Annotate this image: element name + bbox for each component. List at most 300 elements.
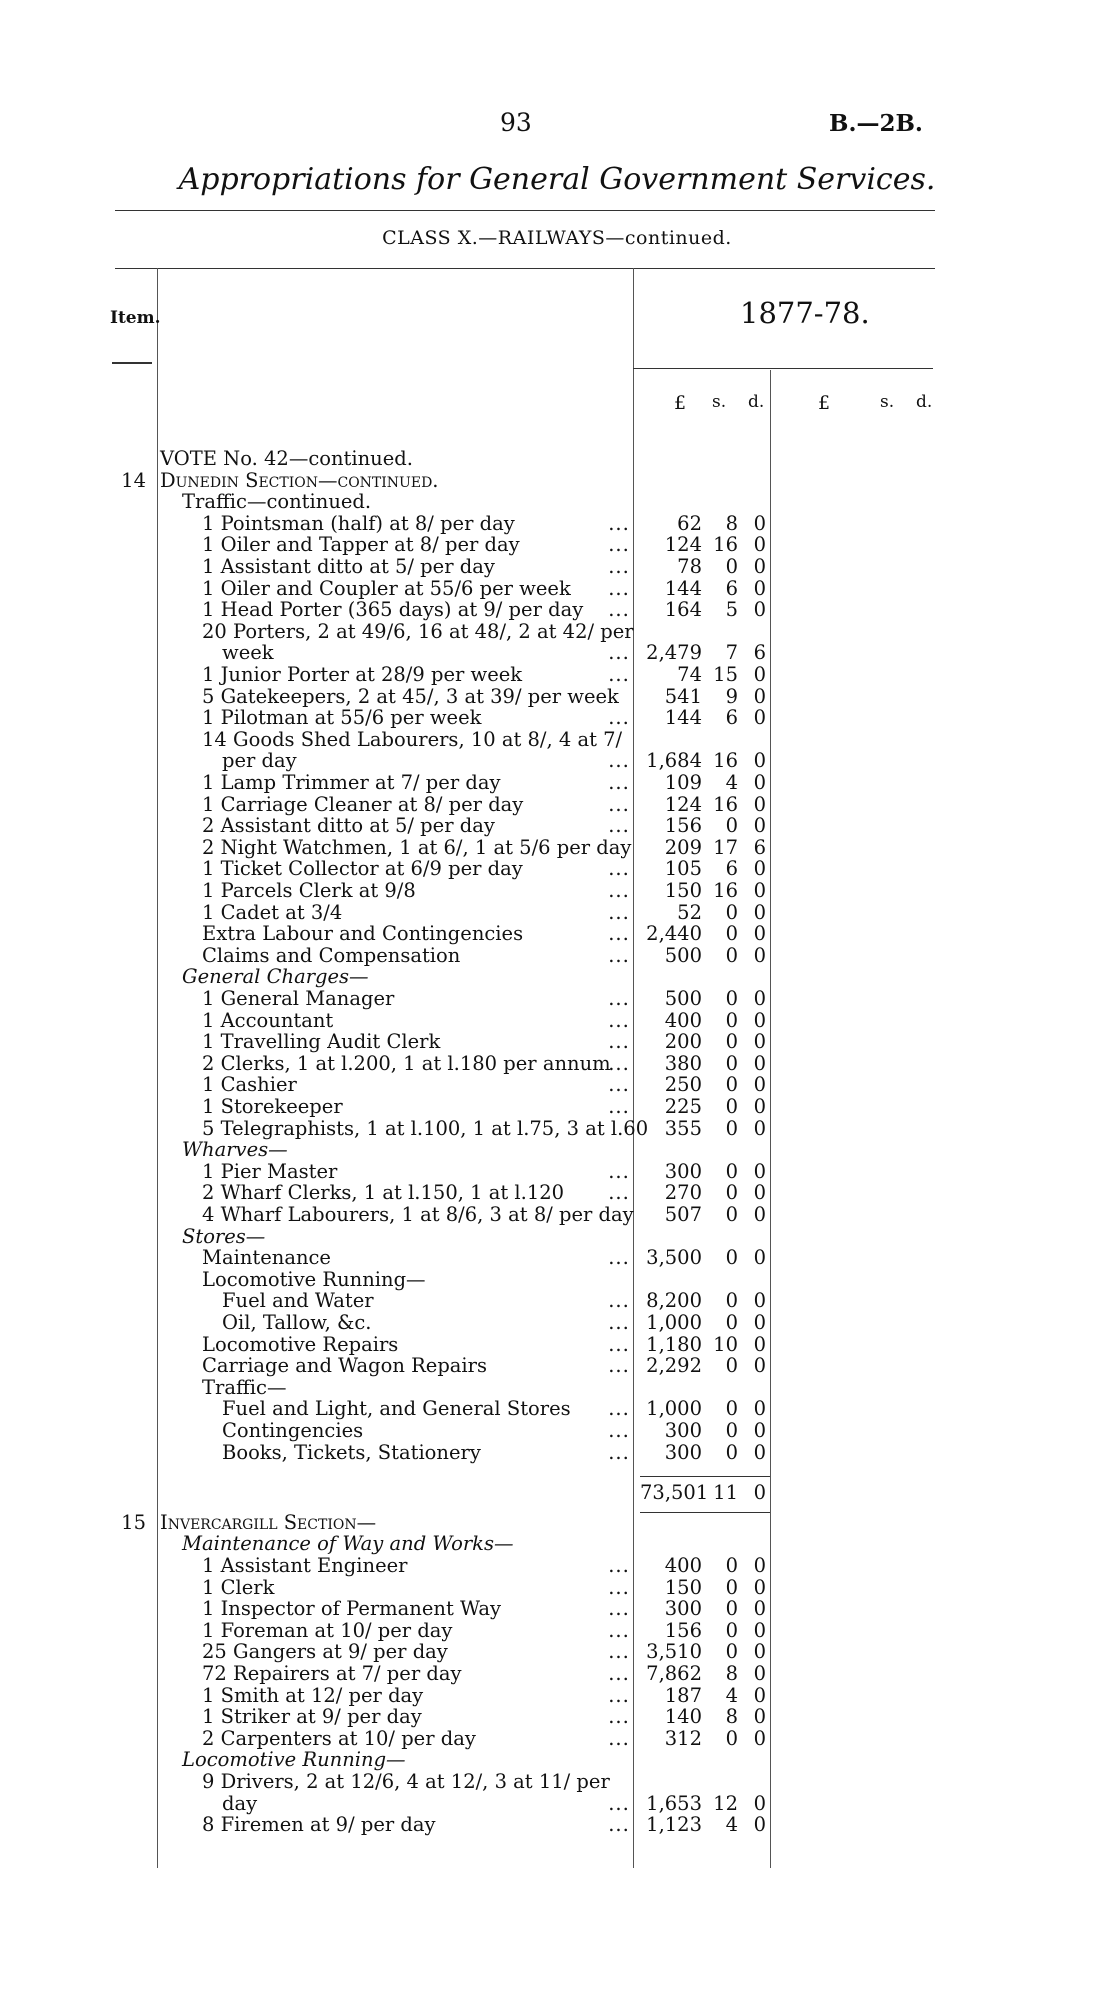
leader-dots: ... <box>608 1813 630 1837</box>
table-row <box>0 1010 1114 1032</box>
table-row <box>0 1420 1114 1442</box>
leader-dots: ... <box>608 922 630 946</box>
table-row <box>0 858 1114 880</box>
table-row <box>0 1334 1114 1356</box>
amount-pence: 0 <box>753 879 766 902</box>
pence-header: d. <box>748 392 765 412</box>
amount-pence: 0 <box>753 533 766 557</box>
row-description: 5 Gatekeepers, 2 at 45/, 3 at 39/ per week <box>202 684 619 708</box>
row-description: 1 Assistant ditto at 5/ per day <box>202 555 495 578</box>
amount-pounds: 400 <box>664 1008 702 1032</box>
row-description: 1 Pier Master <box>202 1159 338 1183</box>
amount-pounds: 380 <box>664 1051 702 1075</box>
row-description: 1 Parcels Clerk at 9/8 <box>202 879 416 902</box>
amount-pounds: 52 <box>677 900 702 924</box>
leader-dots: ... <box>608 706 630 730</box>
amount-pounds: 124 <box>664 533 702 557</box>
table-row <box>0 945 1114 967</box>
amount-pence: 0 <box>753 1618 766 1642</box>
amount-pence: 0 <box>753 1203 766 1226</box>
row-description: week <box>222 641 274 665</box>
amount-shillings: 0 <box>725 900 738 924</box>
table-row <box>0 1793 1114 1815</box>
amount-pounds: 300 <box>664 1159 702 1183</box>
leader-dots: ... <box>608 1030 630 1054</box>
table-row <box>0 1118 1114 1140</box>
table-row <box>0 707 1114 729</box>
row-description: 25 Gangers at 9/ per day <box>202 1640 448 1664</box>
amount-pounds: 124 <box>664 792 702 816</box>
table-row <box>0 1312 1114 1334</box>
leader-dots: ... <box>608 1662 630 1685</box>
table-row <box>0 880 1114 902</box>
leader-dots: ... <box>608 511 630 535</box>
leader-dots: ... <box>608 943 630 967</box>
amount-pounds: 1,684 <box>646 749 702 773</box>
amount-pounds: 400 <box>664 1554 702 1577</box>
year-header: 1877-78. <box>740 296 870 330</box>
amount-pounds: 312 <box>664 1726 702 1750</box>
leader-dots: ... <box>608 576 630 600</box>
amount-pounds: 270 <box>664 1181 702 1205</box>
row-description: 2 Night Watchmen, 1 at 6/, 1 at 5/6 per day <box>202 835 632 859</box>
amount-shillings: 6 <box>725 576 738 600</box>
row-description: Fuel and Light, and General Stores <box>222 1397 571 1421</box>
leader-dots: ... <box>608 749 630 773</box>
amount-pence: 0 <box>753 1311 766 1334</box>
leader-dots: ... <box>608 987 630 1010</box>
amount-shillings: 0 <box>725 1726 738 1750</box>
row-description: 1 Pointsman (half) at 8/ per day <box>202 511 515 535</box>
row-description: 1 Striker at 9/ per day <box>202 1705 422 1729</box>
amount-shillings: 16 <box>713 792 738 816</box>
leader-dots: ... <box>608 792 630 816</box>
amount-pounds: 156 <box>664 814 702 838</box>
row-description: 2 Assistant ditto at 5/ per day <box>202 814 495 838</box>
amount-shillings: 11 <box>713 1481 738 1505</box>
amount-shillings: 4 <box>725 771 738 794</box>
amount-pounds: 7,862 <box>646 1662 702 1685</box>
amount-pounds: 3,510 <box>646 1640 702 1664</box>
table-row <box>0 448 1114 470</box>
amount-pounds: 300 <box>664 1597 702 1621</box>
row-description: Extra Labour and Contingencies <box>202 922 524 946</box>
row-description: 1 Cadet at 3/4 <box>202 900 343 924</box>
table-row <box>0 1031 1114 1053</box>
amount-shillings: 0 <box>725 1181 738 1205</box>
amount-pounds: 2,440 <box>646 922 702 946</box>
table-row <box>0 1247 1114 1269</box>
page-number: 93 <box>500 108 532 137</box>
row-description: 2 Carpenters at 10/ per day <box>202 1726 476 1750</box>
row-description: 1 Storekeeper <box>202 1095 343 1118</box>
row-description: Fuel and Water <box>222 1289 374 1313</box>
amount-shillings: 0 <box>725 1554 738 1577</box>
amount-pounds: 500 <box>664 943 702 967</box>
amount-shillings: 0 <box>725 555 738 578</box>
amount-shillings: 9 <box>725 684 738 708</box>
amount-pounds: 355 <box>664 1116 702 1140</box>
total-rule <box>640 1476 770 1477</box>
table-row <box>0 1053 1114 1075</box>
amount-shillings: 12 <box>713 1791 738 1815</box>
amount-pence: 0 <box>753 1662 766 1685</box>
table-row <box>0 1074 1114 1096</box>
row-description: 1 Pilotman at 55/6 per week <box>202 706 482 730</box>
leader-dots: ... <box>608 1397 630 1421</box>
amount-pence: 0 <box>753 1640 766 1664</box>
table-row <box>0 470 1114 492</box>
row-description: 1 Travelling Audit Clerk <box>202 1030 441 1054</box>
table-row <box>0 1749 1114 1771</box>
leader-dots: ... <box>608 900 630 924</box>
class-title: CLASS X.—RAILWAYS—continued. <box>382 227 732 249</box>
row-description: VOTE No. 42—continued. <box>160 447 413 470</box>
row-description: Locomotive Running— <box>182 1748 406 1772</box>
leader-dots: ... <box>608 1289 630 1313</box>
row-description: 1 Ticket Collector at 6/9 per day <box>202 857 523 881</box>
table-row <box>0 837 1114 859</box>
pence-header-2: d. <box>916 392 933 412</box>
amount-pence: 0 <box>753 555 766 578</box>
amount-pence: 0 <box>753 1030 766 1054</box>
amount-shillings: 0 <box>725 1397 738 1421</box>
table-row <box>0 902 1114 924</box>
amount-pounds: 164 <box>664 598 702 622</box>
item-header-rule <box>112 362 152 364</box>
leader-dots: ... <box>608 1419 630 1442</box>
leader-dots: ... <box>608 1683 630 1707</box>
amount-shillings: 6 <box>725 857 738 881</box>
leader-dots: ... <box>608 1791 630 1815</box>
row-description: Maintenance <box>202 1246 331 1270</box>
pound-header: £ <box>674 392 687 414</box>
amount-pence: 0 <box>753 1008 766 1032</box>
row-description: 1 Cashier <box>202 1073 297 1097</box>
amount-shillings: 0 <box>725 814 738 838</box>
row-description: 1 Oiler and Coupler at 55/6 per week <box>202 576 571 600</box>
leader-dots: ... <box>608 1159 630 1183</box>
amount-pence: 0 <box>753 1726 766 1750</box>
leader-dots: ... <box>608 598 630 622</box>
row-description: 2 Clerks, 1 at l.200, 1 at l.180 per annum <box>202 1051 611 1075</box>
amount-pounds: 140 <box>664 1705 702 1729</box>
row-description: 20 Porters, 2 at 49/6, 16 at 48/, 2 at 42/ per <box>202 619 634 643</box>
amount-shillings: 0 <box>725 1116 738 1140</box>
amount-pence: 0 <box>753 1181 766 1205</box>
amount-pence: 0 <box>753 857 766 881</box>
leader-dots: ... <box>608 1597 630 1621</box>
table-row <box>0 1685 1114 1707</box>
year-rule <box>633 368 933 369</box>
table-row <box>0 794 1114 816</box>
leader-dots: ... <box>608 879 630 902</box>
table-row <box>0 1663 1114 1685</box>
table-row <box>0 923 1114 945</box>
amount-pence: 0 <box>753 1332 766 1356</box>
row-description: 1 Accountant <box>202 1008 334 1032</box>
leader-dots: ... <box>608 1073 630 1097</box>
amount-shillings: 0 <box>725 943 738 967</box>
amount-pence: 0 <box>753 749 766 773</box>
amount-shillings: 0 <box>725 922 738 946</box>
table-row <box>0 686 1114 708</box>
amount-pence: 0 <box>753 1073 766 1097</box>
amount-shillings: 16 <box>713 533 738 557</box>
amount-pence: 0 <box>753 1554 766 1577</box>
amount-shillings: 8 <box>725 1662 738 1685</box>
table-row <box>0 1139 1114 1161</box>
amount-pounds: 105 <box>664 857 702 881</box>
amount-pounds: 109 <box>664 771 702 794</box>
amount-pence: 0 <box>753 771 766 794</box>
pound-header-2: £ <box>818 392 831 414</box>
table-row <box>0 1096 1114 1118</box>
row-description: 72 Repairers at 7/ per day <box>202 1662 462 1685</box>
leader-dots: ... <box>608 663 630 686</box>
amount-pence: 0 <box>753 684 766 708</box>
amount-pounds: 2,292 <box>646 1354 702 1378</box>
amount-shillings: 0 <box>725 1246 738 1270</box>
shillings-header: s. <box>712 392 727 412</box>
table-row <box>0 1577 1114 1599</box>
amount-pence: 0 <box>753 1575 766 1599</box>
amount-pence: 0 <box>753 792 766 816</box>
leader-dots: ... <box>608 1440 630 1464</box>
amount-pounds: 541 <box>664 684 702 708</box>
row-description: Wharves— <box>182 1138 288 1162</box>
amount-shillings: 16 <box>713 749 738 773</box>
leader-dots: ... <box>608 1008 630 1032</box>
amount-pence: 6 <box>753 641 766 665</box>
amount-shillings: 4 <box>725 1813 738 1837</box>
page-heading: Appropriations for General Government Services. <box>178 162 936 197</box>
row-description: 4 Wharf Labourers, 1 at 8/6, 3 at 8/ per day <box>202 1203 634 1226</box>
amount-shillings: 8 <box>725 1705 738 1729</box>
row-description: Books, Tickets, Stationery <box>222 1440 481 1464</box>
item-number: 15 <box>121 1510 146 1534</box>
amount-pounds: 1,180 <box>646 1332 702 1356</box>
amount-pence: 0 <box>753 1051 766 1075</box>
amount-pence: 0 <box>753 1481 766 1505</box>
amount-pounds: 150 <box>664 1575 702 1599</box>
amount-shillings: 0 <box>725 1095 738 1118</box>
table-row <box>0 534 1114 556</box>
amount-pence: 0 <box>753 1246 766 1270</box>
amount-pounds: 2,479 <box>646 641 702 665</box>
leader-dots: ... <box>608 857 630 881</box>
row-description: General Charges— <box>182 965 369 989</box>
amount-shillings: 8 <box>725 511 738 535</box>
amount-pence: 0 <box>753 511 766 535</box>
table-row <box>0 1442 1114 1464</box>
table-row <box>0 1598 1114 1620</box>
amount-shillings: 4 <box>725 1683 738 1707</box>
table-row <box>0 599 1114 621</box>
table-row <box>0 621 1114 643</box>
amount-pounds: 187 <box>664 1683 702 1707</box>
table-row <box>0 491 1114 513</box>
amount-pounds: 500 <box>664 987 702 1010</box>
amount-pounds: 300 <box>664 1419 702 1442</box>
amount-shillings: 0 <box>725 987 738 1010</box>
amount-pounds: 300 <box>664 1440 702 1464</box>
amount-pence: 0 <box>753 1683 766 1707</box>
leader-dots: ... <box>608 1246 630 1270</box>
table-row <box>0 966 1114 988</box>
leader-dots: ... <box>608 1311 630 1334</box>
table-row <box>0 1706 1114 1728</box>
amount-shillings: 0 <box>725 1575 738 1599</box>
amount-shillings: 0 <box>725 1073 738 1097</box>
amount-shillings: 0 <box>725 1203 738 1226</box>
amount-pounds: 8,200 <box>646 1289 702 1313</box>
amount-shillings: 0 <box>725 1289 738 1313</box>
amount-shillings: 16 <box>713 879 738 902</box>
table-row <box>0 750 1114 772</box>
leader-dots: ... <box>608 1618 630 1642</box>
row-description: Oil, Tallow, &c. <box>222 1311 372 1334</box>
row-description: 2 Wharf Clerks, 1 at l.150, 1 at l.120 <box>202 1181 565 1205</box>
table-row <box>0 1555 1114 1577</box>
leader-dots: ... <box>608 1575 630 1599</box>
amount-pence: 0 <box>753 943 766 967</box>
table-row <box>0 1641 1114 1663</box>
amount-shillings: 0 <box>725 1440 738 1464</box>
amount-pounds: 200 <box>664 1030 702 1054</box>
document-reference: B.—2B. <box>829 110 923 137</box>
row-description: 1 General Manager <box>202 987 395 1010</box>
row-description: 1 Oiler and Tapper at 8/ per day <box>202 533 520 557</box>
amount-pence: 0 <box>753 814 766 838</box>
table-row <box>0 729 1114 751</box>
row-description: 14 Goods Shed Labourers, 10 at 8/, 4 at 7/ <box>202 727 623 751</box>
row-description: Locomotive Repairs <box>202 1332 399 1356</box>
amount-pence: 0 <box>753 922 766 946</box>
row-description: 1 Junior Porter at 28/9 per week <box>202 663 523 686</box>
table-row <box>0 1533 1114 1555</box>
amount-pounds: 250 <box>664 1073 702 1097</box>
row-description: 1 Assistant Engineer <box>202 1554 408 1577</box>
leader-dots: ... <box>608 555 630 578</box>
table-row <box>0 1771 1114 1793</box>
row-description: Traffic—continued. <box>182 490 372 514</box>
amount-shillings: 0 <box>725 1354 738 1378</box>
amount-pence: 0 <box>753 987 766 1010</box>
amount-shillings: 0 <box>725 1419 738 1442</box>
table-row <box>0 1728 1114 1750</box>
amount-pence: 0 <box>753 1159 766 1183</box>
table-row <box>0 556 1114 578</box>
amount-shillings: 5 <box>725 598 738 622</box>
amount-shillings: 7 <box>725 641 738 665</box>
amount-pounds: 144 <box>664 576 702 600</box>
row-description: 1 Lamp Trimmer at 7/ per day <box>202 771 501 794</box>
amount-shillings: 15 <box>713 663 738 686</box>
amount-pounds: 507 <box>664 1203 702 1226</box>
amount-pounds: 62 <box>677 511 702 535</box>
amount-pence: 0 <box>753 1116 766 1140</box>
amount-shillings: 0 <box>725 1618 738 1642</box>
table-row <box>0 664 1114 686</box>
amount-shillings: 0 <box>725 1640 738 1664</box>
amount-pence: 6 <box>753 835 766 859</box>
leader-dots: ... <box>608 1181 630 1205</box>
row-description: 8 Firemen at 9/ per day <box>202 1813 436 1837</box>
row-description: 1 Head Porter (365 days) at 9/ per day <box>202 598 584 622</box>
amount-pence: 0 <box>753 706 766 730</box>
amount-pence: 0 <box>753 1419 766 1442</box>
table-row <box>0 1355 1114 1377</box>
table-row <box>0 1814 1114 1836</box>
table-row <box>0 772 1114 794</box>
amount-pence: 0 <box>753 1597 766 1621</box>
amount-shillings: 0 <box>725 1051 738 1075</box>
row-description: 9 Drivers, 2 at 12/6, 4 at 12/, 3 at 11/ per <box>202 1770 610 1793</box>
table-top-rule <box>115 268 935 269</box>
table-row <box>0 1269 1114 1291</box>
item-column-header: Item. <box>110 308 161 328</box>
row-description: 1 Carriage Cleaner at 8/ per day <box>202 792 524 816</box>
amount-pounds: 209 <box>664 835 702 859</box>
leader-dots: ... <box>608 771 630 794</box>
row-description: 1 Inspector of Permanent Way <box>202 1597 501 1621</box>
table-row <box>0 578 1114 600</box>
table-row <box>0 1377 1114 1399</box>
amount-pence: 0 <box>753 663 766 686</box>
amount-pounds: 1,653 <box>646 1791 702 1815</box>
row-description: Traffic— <box>202 1375 287 1399</box>
amount-shillings: 17 <box>713 835 738 859</box>
table-row <box>0 1620 1114 1642</box>
amount-pence: 0 <box>753 1354 766 1378</box>
amount-pounds: 1,123 <box>646 1813 702 1837</box>
table-row <box>0 513 1114 535</box>
leader-dots: ... <box>608 1354 630 1378</box>
leader-dots: ... <box>608 1332 630 1356</box>
row-description: 1 Foreman at 10/ per day <box>202 1618 453 1642</box>
leader-dots: ... <box>608 533 630 557</box>
amount-pence: 0 <box>753 1705 766 1729</box>
amount-pounds: 225 <box>664 1095 702 1118</box>
table-row <box>0 1290 1114 1312</box>
leader-dots: ... <box>608 641 630 665</box>
leader-dots: ... <box>608 1095 630 1118</box>
amount-pounds: 3,500 <box>646 1246 702 1270</box>
row-description: day <box>222 1791 258 1815</box>
amount-pounds: 73,501 <box>640 1481 709 1505</box>
row-description: Claims and Compensation <box>202 943 461 967</box>
row-description: 5 Telegraphists, 1 at l.100, 1 at l.75, 3 at l.60 <box>202 1116 649 1140</box>
amount-shillings: 0 <box>725 1597 738 1621</box>
table-row <box>0 1226 1114 1248</box>
heading-rule <box>115 210 935 211</box>
table-row <box>0 1161 1114 1183</box>
row-description: Invercargill Section— <box>160 1510 377 1534</box>
leader-dots: ... <box>608 1554 630 1577</box>
amount-shillings: 0 <box>725 1008 738 1032</box>
item-number: 14 <box>121 468 146 492</box>
leader-dots: ... <box>608 1051 630 1075</box>
table-row <box>0 1398 1114 1420</box>
amount-pounds: 150 <box>664 879 702 902</box>
row-description: per day <box>222 749 297 773</box>
leader-dots: ... <box>608 1705 630 1729</box>
amount-pence: 0 <box>753 1791 766 1815</box>
row-description: Locomotive Running— <box>202 1267 426 1291</box>
leader-dots: ... <box>608 814 630 838</box>
amount-shillings: 0 <box>725 1030 738 1054</box>
